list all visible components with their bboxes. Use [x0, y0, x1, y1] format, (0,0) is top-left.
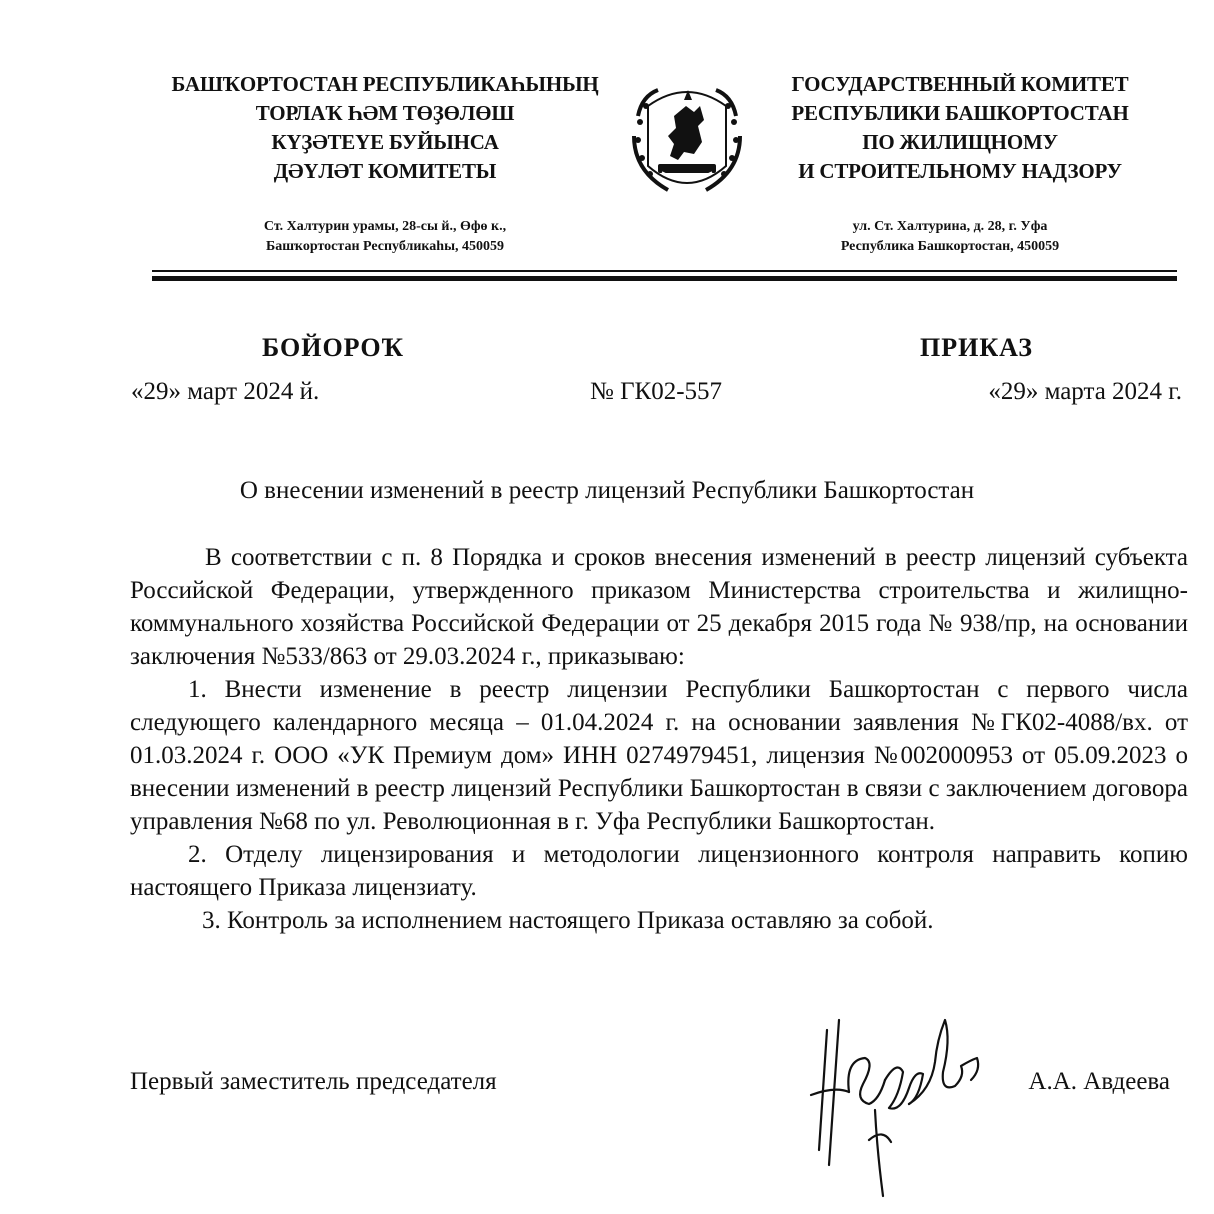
letterhead-divider-thick: [152, 276, 1177, 281]
coat-of-arms-icon: [628, 76, 746, 202]
order-number: № ГК02-557: [590, 378, 723, 405]
handwritten-signature-icon: [805, 1000, 990, 1200]
letterhead-bashkir-line: ДӘҮЛӘТ КОМИТЕТЫ: [273, 159, 497, 183]
order-subject: О внесении изменений в реестр лицензий Республики Башкортостан: [239, 477, 975, 504]
order-title-bashkir: БОЙОРОҠ: [262, 333, 405, 362]
address-line: Башҡортостан Республикаһы, 450059: [265, 239, 504, 254]
letterhead-bashkir-line: БАШҠОРТОСТАН РЕСПУБЛИКАҺЫНЫҢ: [171, 72, 599, 96]
letterhead-russian: [760, 70, 1160, 186]
order-body: [130, 541, 1188, 937]
letterhead-russian-line: И СТРОИТЕЛЬНОМУ НАДЗОРУ: [798, 159, 1122, 183]
letterhead-bashkir-line: КҮҘӘТЕҮЕ БУЙЫНСА: [271, 130, 499, 154]
address-line: Республика Башкортостан, 450059: [840, 239, 1060, 254]
address-russian: [790, 217, 1110, 257]
letterhead-divider-thin: [152, 270, 1177, 272]
letterhead-russian-line: ПО ЖИЛИЩНОМУ: [862, 130, 1058, 154]
letterhead-bashkir-line: ТОРЛАҠ ҺӘМ ТӨҘӨЛӨШ: [255, 101, 515, 125]
order-item-1: 1. Внести изменение в реестр лицензии Республики Башкортостан с первого числа следующего календарного месяца – 01.04.2024 г. на основании заявления №ГК02-4088/вх. от 01.03.2024 г. ООО «УК Премиум дом» ИНН 0274979451, лицензия №002000953 от 05.09.2023 о внесении изменений в реестр лицензий Республики Башкортостан в связи с заключением договора управления №68 по ул. Революционная в г. Уфа Республики Башкортостан.: [130, 676, 1188, 835]
order-title-russian: ПРИКАЗ: [920, 333, 1034, 362]
letterhead-russian-line: РЕСПУБЛИКИ БАШКОРТОСТАН: [791, 101, 1129, 125]
letterhead-russian-line: ГОСУДАРСТВЕННЫЙ КОМИТЕТ: [791, 72, 1129, 96]
letterhead-bashkir: [150, 70, 620, 186]
address-bashkir: [200, 217, 570, 257]
order-item-2: 2. Отделу лицензирования и методологии лицензионного контроля направить копию настоящего Приказа лицензиату.: [130, 841, 1188, 901]
signatory-position: Первый заместитель председателя: [130, 1068, 497, 1095]
address-line: ул. Ст. Халтурина, д. 28, г. Уфа: [852, 219, 1048, 234]
order-item-3: 3. Контроль за исполнением настоящего Приказа оставляю за собой.: [202, 907, 934, 934]
date-bashkir: «29» март 2024 й.: [131, 378, 320, 405]
date-russian: «29» марта 2024 г.: [988, 378, 1182, 405]
preamble-paragraph: В соответствии с п. 8 Порядка и сроков внесения изменений в реестр лицензий субъекта Российской Федерации, утвержденного приказом Министерства строительства и жилищно-коммунального хозяйства Российской Федерации от 25 декабря 2015 года № 938/пр, на основании заключения №533/863 от 29.03.2024 г., приказываю:: [130, 544, 1188, 670]
address-line: Ст. Халтурин урамы, 28-сы й., Өфө к.,: [263, 219, 507, 234]
signatory-name: А.А. Авдеева: [1028, 1068, 1170, 1095]
